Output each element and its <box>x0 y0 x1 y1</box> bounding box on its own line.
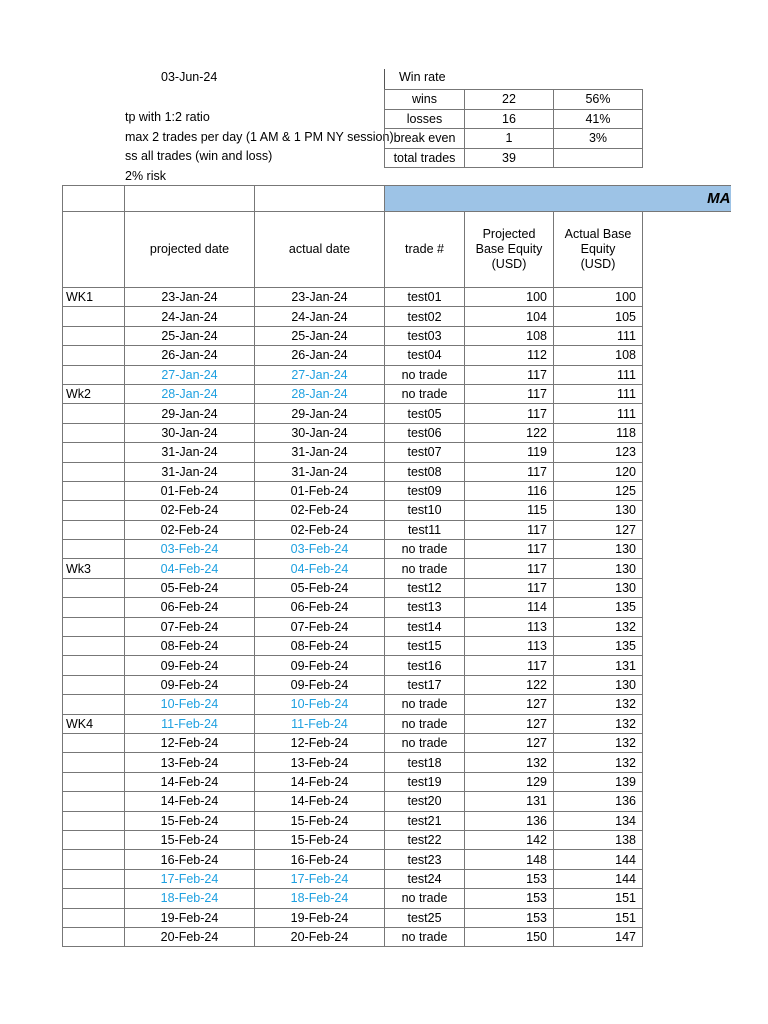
projected-date: 18-Feb-24 <box>125 889 255 908</box>
actual-equity: 134 <box>554 811 643 830</box>
week-label <box>63 404 125 423</box>
header-actual-date: actual date <box>255 212 385 288</box>
table-row <box>63 598 731 617</box>
projected-equity: 117 <box>465 520 554 539</box>
week-label <box>63 656 125 675</box>
note-line: 2% risk <box>125 168 166 183</box>
week-label <box>63 326 125 345</box>
actual-equity: 127 <box>554 520 643 539</box>
actual-date: 17-Feb-24 <box>255 869 385 888</box>
actual-equity: 111 <box>554 404 643 423</box>
table-row <box>63 326 731 345</box>
projected-date: 02-Feb-24 <box>125 501 255 520</box>
week-label <box>63 850 125 869</box>
projected-equity: 127 <box>465 733 554 752</box>
notes-date: 03-Jun-24 <box>161 70 218 84</box>
winrate-label: total trades <box>385 148 465 168</box>
winrate-count: 22 <box>465 90 554 110</box>
projected-equity: 122 <box>465 423 554 442</box>
projected-equity: 116 <box>465 481 554 500</box>
note-line: max 2 trades per day (1 AM & 1 PM NY session) <box>125 129 394 144</box>
projected-equity: 127 <box>465 714 554 733</box>
projected-date: 28-Jan-24 <box>125 384 255 403</box>
week-label <box>63 869 125 888</box>
trade-id: test17 <box>385 675 465 694</box>
table-row <box>63 288 731 307</box>
actual-equity: 123 <box>554 443 643 462</box>
header-trade: trade # <box>385 212 465 288</box>
trade-id: test14 <box>385 617 465 636</box>
week-label <box>63 520 125 539</box>
trade-id: no trade <box>385 927 465 946</box>
week-label <box>63 830 125 849</box>
week-label: Wk3 <box>63 559 125 578</box>
actual-equity: 100 <box>554 288 643 307</box>
trade-id: test22 <box>385 830 465 849</box>
winrate-pct: 41% <box>554 109 643 129</box>
trade-id: no trade <box>385 695 465 714</box>
projected-equity: 117 <box>465 578 554 597</box>
projected-date: 11-Feb-24 <box>125 714 255 733</box>
projected-date: 07-Feb-24 <box>125 617 255 636</box>
trade-id: no trade <box>385 889 465 908</box>
table-row <box>63 869 731 888</box>
trade-id: test04 <box>385 346 465 365</box>
section-header-row <box>63 186 731 212</box>
week-label <box>63 462 125 481</box>
trade-id: test02 <box>385 307 465 326</box>
projected-equity: 153 <box>465 889 554 908</box>
trade-id: test12 <box>385 578 465 597</box>
actual-date: 14-Feb-24 <box>255 772 385 791</box>
projected-equity: 129 <box>465 772 554 791</box>
actual-date: 06-Feb-24 <box>255 598 385 617</box>
table-row <box>63 384 731 403</box>
week-label: WK4 <box>63 714 125 733</box>
winrate-row <box>385 109 643 129</box>
actual-equity: 144 <box>554 869 643 888</box>
table-row <box>63 908 731 927</box>
actual-date: 27-Jan-24 <box>255 365 385 384</box>
table-row <box>63 578 731 597</box>
projected-equity: 117 <box>465 559 554 578</box>
projected-date: 09-Feb-24 <box>125 675 255 694</box>
actual-equity: 132 <box>554 753 643 772</box>
actual-equity: 108 <box>554 346 643 365</box>
trade-id: test09 <box>385 481 465 500</box>
week-label <box>63 598 125 617</box>
actual-equity: 120 <box>554 462 643 481</box>
week-label <box>63 772 125 791</box>
winrate-title: Win rate <box>399 70 446 84</box>
actual-date: 31-Jan-24 <box>255 443 385 462</box>
projected-equity: 117 <box>465 462 554 481</box>
projected-equity: 136 <box>465 811 554 830</box>
table-row <box>63 637 731 656</box>
header-projected-equity: Projected Base Equity (USD) <box>465 212 554 288</box>
actual-equity: 130 <box>554 675 643 694</box>
actual-date: 01-Feb-24 <box>255 481 385 500</box>
trade-id: test03 <box>385 326 465 345</box>
week-label <box>63 889 125 908</box>
actual-equity: 118 <box>554 423 643 442</box>
actual-equity: 111 <box>554 326 643 345</box>
projected-equity: 113 <box>465 637 554 656</box>
actual-equity: 144 <box>554 850 643 869</box>
week-label <box>63 927 125 946</box>
actual-date: 02-Feb-24 <box>255 501 385 520</box>
actual-equity: 147 <box>554 927 643 946</box>
projected-date: 01-Feb-24 <box>125 481 255 500</box>
table-row <box>63 559 731 578</box>
week-label <box>63 423 125 442</box>
table-row <box>63 927 731 946</box>
week-label <box>63 365 125 384</box>
actual-equity: 132 <box>554 617 643 636</box>
projected-equity: 100 <box>465 288 554 307</box>
table-row <box>63 520 731 539</box>
trade-id: no trade <box>385 365 465 384</box>
trade-id: test21 <box>385 811 465 830</box>
table-row <box>63 792 731 811</box>
trade-id: no trade <box>385 540 465 559</box>
actual-date: 11-Feb-24 <box>255 714 385 733</box>
actual-equity: 132 <box>554 733 643 752</box>
winrate-count: 1 <box>465 129 554 149</box>
actual-date: 04-Feb-24 <box>255 559 385 578</box>
actual-date: 25-Jan-24 <box>255 326 385 345</box>
actual-date: 09-Feb-24 <box>255 656 385 675</box>
table-row <box>63 889 731 908</box>
projected-equity: 115 <box>465 501 554 520</box>
table-row <box>63 423 731 442</box>
table-row <box>63 443 731 462</box>
projected-equity: 153 <box>465 908 554 927</box>
actual-equity: 130 <box>554 540 643 559</box>
projected-equity: 117 <box>465 365 554 384</box>
winrate-row <box>385 148 643 168</box>
projected-date: 19-Feb-24 <box>125 908 255 927</box>
actual-equity: 111 <box>554 365 643 384</box>
actual-date: 09-Feb-24 <box>255 675 385 694</box>
projected-date: 06-Feb-24 <box>125 598 255 617</box>
trade-id: test15 <box>385 637 465 656</box>
actual-equity: 130 <box>554 501 643 520</box>
actual-date: 31-Jan-24 <box>255 462 385 481</box>
actual-date: 14-Feb-24 <box>255 792 385 811</box>
week-label <box>63 733 125 752</box>
week-label <box>63 675 125 694</box>
actual-date: 16-Feb-24 <box>255 850 385 869</box>
projected-equity: 132 <box>465 753 554 772</box>
week-label <box>63 753 125 772</box>
actual-date: 30-Jan-24 <box>255 423 385 442</box>
projected-date: 20-Feb-24 <box>125 927 255 946</box>
projected-date: 14-Feb-24 <box>125 792 255 811</box>
projected-equity: 117 <box>465 404 554 423</box>
actual-equity: 125 <box>554 481 643 500</box>
week-label <box>63 307 125 326</box>
actual-equity: 139 <box>554 772 643 791</box>
projected-date: 04-Feb-24 <box>125 559 255 578</box>
table-row <box>63 830 731 849</box>
table-row <box>63 481 731 500</box>
trade-id: test18 <box>385 753 465 772</box>
trade-id: test23 <box>385 850 465 869</box>
week-label <box>63 637 125 656</box>
actual-equity: 132 <box>554 714 643 733</box>
winrate-count: 39 <box>465 148 554 168</box>
actual-date: 26-Jan-24 <box>255 346 385 365</box>
projected-date: 27-Jan-24 <box>125 365 255 384</box>
projected-date: 08-Feb-24 <box>125 637 255 656</box>
projected-date: 13-Feb-24 <box>125 753 255 772</box>
trade-id: test11 <box>385 520 465 539</box>
week-label <box>63 443 125 462</box>
actual-date: 12-Feb-24 <box>255 733 385 752</box>
actual-date: 03-Feb-24 <box>255 540 385 559</box>
actual-date: 13-Feb-24 <box>255 753 385 772</box>
projected-equity: 119 <box>465 443 554 462</box>
projected-equity: 153 <box>465 869 554 888</box>
projected-date: 02-Feb-24 <box>125 520 255 539</box>
week-label <box>63 578 125 597</box>
week-label <box>63 617 125 636</box>
trade-id: no trade <box>385 384 465 403</box>
projected-date: 09-Feb-24 <box>125 656 255 675</box>
actual-equity: 151 <box>554 889 643 908</box>
week-label <box>63 792 125 811</box>
projected-equity: 127 <box>465 695 554 714</box>
actual-equity: 132 <box>554 695 643 714</box>
projected-date: 14-Feb-24 <box>125 772 255 791</box>
projected-equity: 112 <box>465 346 554 365</box>
projected-date: 25-Jan-24 <box>125 326 255 345</box>
actual-equity: 135 <box>554 598 643 617</box>
note-line: tp with 1:2 ratio <box>125 110 210 124</box>
actual-date: 28-Jan-24 <box>255 384 385 403</box>
projected-equity: 114 <box>465 598 554 617</box>
projected-equity: 117 <box>465 656 554 675</box>
trade-id: test01 <box>385 288 465 307</box>
week-label <box>63 481 125 500</box>
actual-date: 07-Feb-24 <box>255 617 385 636</box>
projected-equity: 148 <box>465 850 554 869</box>
trade-id: no trade <box>385 733 465 752</box>
actual-equity: 130 <box>554 559 643 578</box>
table-row <box>63 617 731 636</box>
projected-equity: 142 <box>465 830 554 849</box>
winrate-pct: 3% <box>554 129 643 149</box>
actual-equity: 111 <box>554 384 643 403</box>
trade-id: test06 <box>385 423 465 442</box>
table-row <box>63 714 731 733</box>
projected-date: 03-Feb-24 <box>125 540 255 559</box>
header-actual-equity: Actual Base Equity (USD) <box>554 212 643 288</box>
actual-equity: 131 <box>554 656 643 675</box>
projected-date: 15-Feb-24 <box>125 830 255 849</box>
projected-date: 15-Feb-24 <box>125 811 255 830</box>
projected-equity: 113 <box>465 617 554 636</box>
winrate-count: 16 <box>465 109 554 129</box>
column-header-row <box>63 212 731 288</box>
week-label: WK1 <box>63 288 125 307</box>
actual-date: 15-Feb-24 <box>255 811 385 830</box>
table-row <box>63 307 731 326</box>
winrate-row <box>385 90 643 110</box>
trade-id: test19 <box>385 772 465 791</box>
actual-date: 29-Jan-24 <box>255 404 385 423</box>
actual-equity: 135 <box>554 637 643 656</box>
week-label <box>63 540 125 559</box>
winrate-row <box>385 129 643 149</box>
table-row <box>63 850 731 869</box>
trade-id: no trade <box>385 714 465 733</box>
week-label <box>63 346 125 365</box>
actual-date: 18-Feb-24 <box>255 889 385 908</box>
projected-equity: 104 <box>465 307 554 326</box>
trade-id: test08 <box>385 462 465 481</box>
actual-date: 19-Feb-24 <box>255 908 385 927</box>
table-row <box>63 462 731 481</box>
week-label <box>63 695 125 714</box>
projected-date: 31-Jan-24 <box>125 443 255 462</box>
trade-id: test05 <box>385 404 465 423</box>
table-row <box>63 404 731 423</box>
week-label <box>63 811 125 830</box>
projected-date: 29-Jan-24 <box>125 404 255 423</box>
actual-equity: 136 <box>554 792 643 811</box>
actual-equity: 138 <box>554 830 643 849</box>
actual-date: 15-Feb-24 <box>255 830 385 849</box>
projected-date: 05-Feb-24 <box>125 578 255 597</box>
table-row <box>63 540 731 559</box>
projected-equity: 108 <box>465 326 554 345</box>
projected-date: 24-Jan-24 <box>125 307 255 326</box>
week-label: Wk2 <box>63 384 125 403</box>
actual-date: 20-Feb-24 <box>255 927 385 946</box>
winrate-label: losses <box>385 109 465 129</box>
actual-date: 02-Feb-24 <box>255 520 385 539</box>
projected-equity: 117 <box>465 540 554 559</box>
table-row <box>63 501 731 520</box>
trade-id: test16 <box>385 656 465 675</box>
table-row <box>63 365 731 384</box>
table-row <box>63 811 731 830</box>
projected-equity: 150 <box>465 927 554 946</box>
actual-date: 23-Jan-24 <box>255 288 385 307</box>
week-label <box>63 908 125 927</box>
projected-date: 17-Feb-24 <box>125 869 255 888</box>
winrate-label: break even <box>385 129 465 149</box>
projected-date: 10-Feb-24 <box>125 695 255 714</box>
winrate-pct: 56% <box>554 90 643 110</box>
header-projected-date: projected date <box>125 212 255 288</box>
table-row <box>63 733 731 752</box>
week-label <box>63 501 125 520</box>
actual-equity: 105 <box>554 307 643 326</box>
winrate-label: wins <box>385 90 465 110</box>
table-row <box>63 675 731 694</box>
table-row <box>63 695 731 714</box>
actual-equity: 151 <box>554 908 643 927</box>
actual-date: 24-Jan-24 <box>255 307 385 326</box>
projected-date: 23-Jan-24 <box>125 288 255 307</box>
table-row <box>63 346 731 365</box>
table-row <box>63 753 731 772</box>
projected-equity: 117 <box>465 384 554 403</box>
winrate-pct <box>554 148 643 168</box>
note-line: ss all trades (win and loss) <box>125 149 273 163</box>
trade-log-table <box>62 185 731 947</box>
trade-id: test24 <box>385 869 465 888</box>
trade-id: test13 <box>385 598 465 617</box>
winrate-divider <box>384 69 385 89</box>
trade-id: test10 <box>385 501 465 520</box>
actual-date: 08-Feb-24 <box>255 637 385 656</box>
projected-date: 26-Jan-24 <box>125 346 255 365</box>
projected-equity: 131 <box>465 792 554 811</box>
projected-date: 12-Feb-24 <box>125 733 255 752</box>
winrate-table <box>384 89 643 168</box>
table-row <box>63 656 731 675</box>
table-row <box>63 772 731 791</box>
projected-date: 30-Jan-24 <box>125 423 255 442</box>
section-header-ma: MA <box>385 186 731 212</box>
trade-id: test20 <box>385 792 465 811</box>
trade-id: test25 <box>385 908 465 927</box>
actual-equity: 130 <box>554 578 643 597</box>
actual-date: 05-Feb-24 <box>255 578 385 597</box>
trade-id: no trade <box>385 559 465 578</box>
projected-equity: 122 <box>465 675 554 694</box>
projected-date: 31-Jan-24 <box>125 462 255 481</box>
projected-date: 16-Feb-24 <box>125 850 255 869</box>
actual-date: 10-Feb-24 <box>255 695 385 714</box>
trade-id: test07 <box>385 443 465 462</box>
